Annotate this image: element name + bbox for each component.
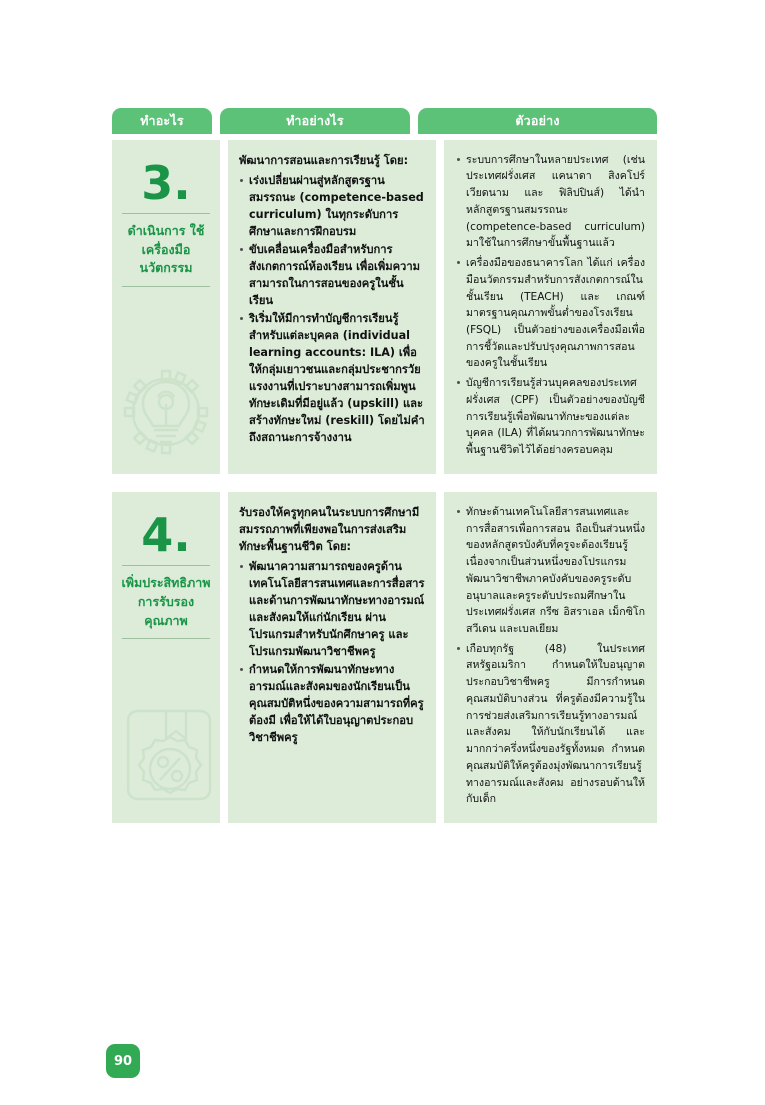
how-lead-3: พัฒนาการสอนและการเรียนรู้ โดย: [239, 153, 409, 167]
list-item: บัญชีการเรียนรู้ส่วนบุคคลของประเทศฝรั่งเศส (CPF) เป็นตัวอย่างของบัญชีการเรียนรู้เพื่อพัฒนาทักษะของแต่ละบุคคล (ILA) ที่ได้ผนวกการพัฒนาทักษะพื้นฐานชีวิตไว้ได้อย่างครอบคลุม [456, 375, 645, 459]
row-number-cell-3 [112, 140, 220, 474]
divider-top [122, 565, 210, 566]
practice-table [112, 108, 657, 841]
list-item: เกือบทุกรัฐ (48) ในประเทศสหรัฐอเมริกา กำหนดให้ใบอนุญาตประกอบวิชาชีพครู มีการกำหนดคุณสมบัติบางส่วน ที่ครูต้องมีความรู้ในการช่วยส่งเสริมการเรียนรู้ทางอารมณ์และสังคม ให้กับนักเรียนได้ และมากกว่าครึ่งหนึ่งของรัฐทั้งหมด กำหนดคุณสมบัติให้ครูต้องมุ่งพัฒนาการเรียนรู้ทางอารมณ์และสังคม อย่างรอบด้านให้กับเด็ก [456, 641, 645, 808]
divider-bottom [122, 286, 210, 287]
list-item: ระบบการศึกษาในหลายประเทศ (เช่น ประเทศฝรั่งเศส แคนาดา สิงคโปร์ เวียดนาม และ ฟิลิปปินส์) ได้นำหลักสูตรฐานสมรรถนะ (competence-based curriculum) มาใช้ในการศึกษาขั้นพื้นฐานแล้ว [456, 152, 645, 252]
row-example-cell-3 [444, 140, 657, 474]
row-title-3: ดำเนินการ ใช้เครื่องมือ นวัตกรรม [127, 222, 205, 276]
how-bullet-list-4 [239, 558, 425, 746]
list-item: เครื่องมือของธนาคารโลก ได้แก่ เครื่องมือนวัตกรรมสำหรับการสังเกตการณ์ในชั้นเรียน (TEACH) และ เกณฑ์มาตรฐานคุณภาพขั้นต่ำของโรงเรียน (FSQL) เป็นตัวอย่างของเครื่องมือเพื่อการชี้วัดและปรับปรุงคุณภาพการสอนของครูในชั้นเรียน [456, 255, 645, 372]
table-row [112, 140, 657, 474]
column-header-how: ทำอย่างไร [220, 108, 410, 134]
row-title-4: เพิ่มประสิทธิภาพ การรับรอง คุณภาพ [121, 575, 211, 628]
row-number-cell-4 [112, 492, 220, 823]
certificate-percent-icon [114, 705, 218, 817]
row-example-cell-4 [444, 492, 657, 823]
list-item: พัฒนาความสามารถของครูด้านเทคโนโลยีสารสนเทศและการสื่อสาร และด้านการพัฒนาทักษะทางอารมณ์และสังคมให้แก่นักเรียน ผ่านโปรแกรมสำหรับนักศึกษาครู และโปรแกรมพัฒนาวิชาชีพครู [239, 558, 425, 660]
how-lead-4: รับรองให้ครูทุกคนในระบบการศึกษามีสมรรถภาพที่เพียงพอในการส่งเสริมทักษะพื้นฐานชีวิต โดย: [239, 505, 420, 553]
row-number-3: 3. [141, 155, 191, 210]
list-item: ขับเคลื่อนเครื่องมือสำหรับการสังเกตการณ์ห้องเรียน เพื่อเพิ่มความสามารถในการสอนของครูในชั้นเรียน [239, 241, 425, 309]
row-number-4: 4. [141, 507, 191, 562]
list-item: กำหนดให้การพัฒนาทักษะทางอารมณ์และสังคมของนักเรียนเป็นคุณสมบัติหนึ่งของความสามารถที่ครูต้องมี เพื่อให้ได้ใบอนุญาตประกอบวิชาชีพครู [239, 661, 425, 746]
example-bullet-list-4 [456, 504, 645, 808]
list-item: ริเริ่มให้มีการทำบัญชีการเรียนรู้สำหรับแต่ละบุคคล (individual learning accounts: ILA) เพื่อให้กลุ่มเยาวชนและกลุ่มประชากรวัยแรงงานที่เปราะบางสามารถเพิ่มพูนทักษะเดิมที่มีอยู่แล้ว (upskill) และสร้างทักษะใหม่ (reskill) โดยไม่คำถึงสถานะการจ้างงาน [239, 310, 425, 446]
example-bullet-list-3 [456, 152, 645, 459]
how-bullet-list-3 [239, 172, 425, 446]
list-item: เร่งเปลี่ยนผ่านสู่หลักสูตรฐานสมรรถนะ (competence-based curriculum) ในทุกระดับการศึกษาและการฝึกอบรม [239, 172, 425, 240]
row-how-cell-4 [228, 492, 436, 823]
table-row [112, 492, 657, 823]
row-how-cell-3 [228, 140, 436, 474]
column-header-what: ทำอะไร [112, 108, 212, 134]
list-item: ทักษะด้านเทคโนโลยีสารสนเทศและการสื่อสารเพื่อการสอน ถือเป็นส่วนหนึ่งของหลักสูตรบังคับที่ครูจะต้องเรียนรู้ เนื่องจากเป็นส่วนหนึ่งของโปรแกรมพัฒนาวิชาชีพภาคบังคับของครูระดับอนุบาลและครูระดับประถมศึกษาในประเทศฝรั่งเศส กรีซ อิสราเอล เม็กซิโก สวีเดน และเบลเยียม [456, 504, 645, 638]
page-number-badge: 90 [106, 1044, 140, 1078]
divider-top [122, 213, 210, 214]
column-header-example: ตัวอย่าง [418, 108, 657, 134]
gear-lightbulb-icon [114, 356, 218, 468]
table-header-row [112, 108, 657, 134]
divider-bottom [122, 638, 210, 639]
